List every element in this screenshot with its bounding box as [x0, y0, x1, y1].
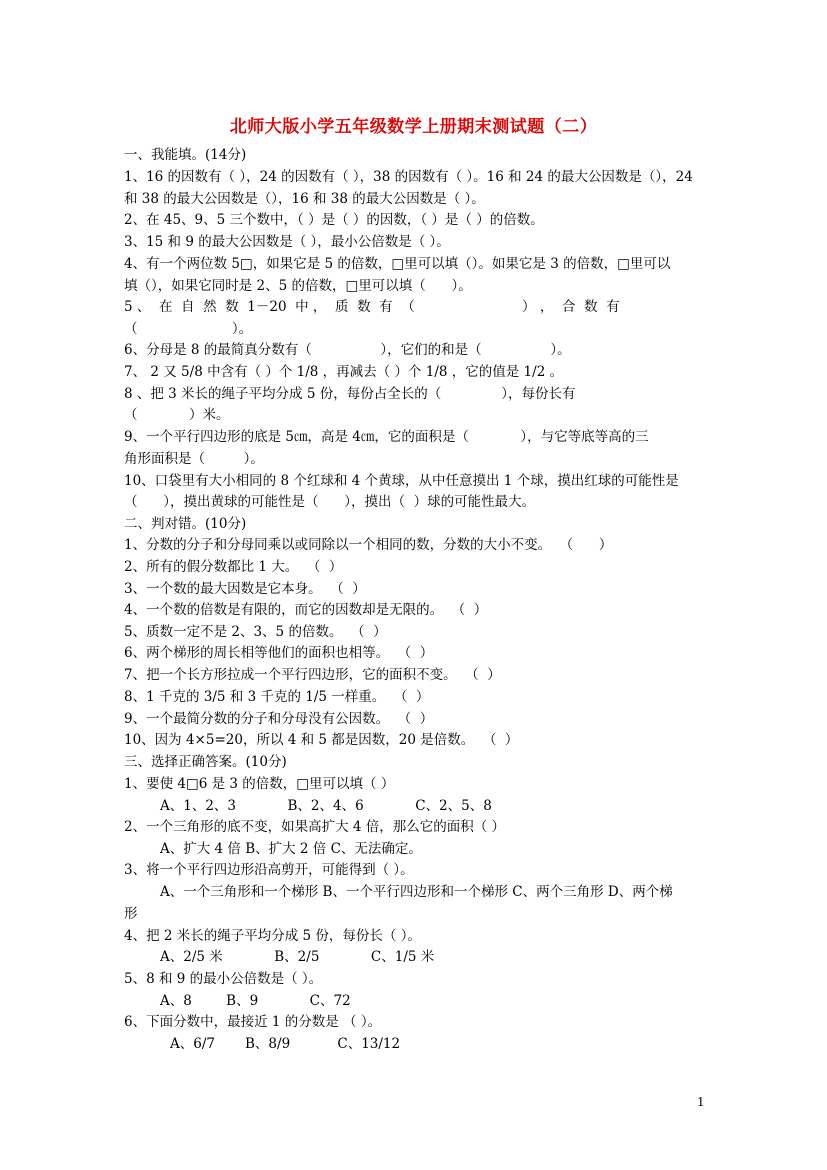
question-line: 1、16 的因数有（ ），24 的因数有（ ），38 的因数有（ ）。16 和 24 的最大公因数是（），24 — [124, 169, 693, 185]
answer-options: A、2/5 米 B、2/5 C、1/5 米 — [160, 949, 435, 965]
question-line: 4、把 2 米长的绳子平均分成 5 份，每份长（ ）。 — [124, 928, 421, 944]
question-line: 2、一个三角形的底不变，如果高扩大 4 倍，那么它的面积（ ） — [124, 819, 506, 835]
question-line: 3、一个数的最大因数是它本身。 （ ） — [124, 581, 366, 597]
question-line: 8 、把 3 米长的绳子平均分成 5 份，每份占全长的（ ），每份长有 — [124, 386, 576, 402]
answer-options-continued: 形 — [124, 906, 138, 922]
question-line: 9、一个最简分数的分子和分母没有公因数。 （ ） — [124, 711, 434, 727]
section-heading: 一、我能填。(14分) — [124, 147, 247, 163]
question-line: （ ），摸出黄球的可能性是（ ），摸出（ ）球的可能性最大。 — [124, 494, 536, 510]
answer-options: A、一个三角形和一个梯形 B、一个平行四边形和一个梯形 C、两个三角形 D、两个梯 — [160, 884, 673, 900]
question-line: 10、口袋里有大小相同的 8 个红球和 4 个黄球，从中任意摸出 1 个球，摸出红球的可能性是 — [124, 473, 679, 489]
question-line: 3、15 和 9 的最大公因数是（ ），最小公倍数是（ ）。 — [124, 234, 450, 250]
question-line: 5、质数一定不是 2、3、5 的倍数。 （ ） — [124, 624, 387, 640]
question-line: （ ）。 — [124, 321, 253, 337]
question-line: 9、一个平行四边形的底是 5㎝，高是 4㎝，它的面积是（ ），与它等底等高的三 — [124, 429, 649, 445]
answer-options: A、1、2、3 B、2、4、6 C、2、5、8 — [160, 798, 492, 814]
question-line: 7、把一个长方形拉成一个平行四边形，它的面积不变。 （ ） — [124, 667, 501, 683]
section-heading: 二、判对错。(10分) — [124, 516, 247, 532]
question-line: 1、要使 4□6 是 3 的倍数，□里可以填（ ） — [124, 776, 395, 792]
question-line: 2、所有的假分数都比 1 大。 （ ） — [124, 559, 343, 575]
question-line: 填（），如果它同时是 2、5 的倍数，□里可以填（ ）。 — [124, 278, 472, 294]
question-line: 8、1 千克的 3/5 和 3 千克的 1/5 一样重。 （ ） — [124, 689, 430, 705]
question-line: 4、有一个两位数 5□，如果它是 5 的倍数，□里可以填（）。如果它是 3 的倍数，□里可以 — [124, 256, 671, 272]
question-line: 6、下面分数中，最接近 1 的分数是 （ ）。 — [124, 1014, 382, 1030]
question-line: 3、将一个平行四边形沿高剪开，可能得到（ ）。 — [124, 862, 414, 878]
page-number: 1 — [697, 1095, 705, 1109]
question-line: 4、一个数的倍数是有限的，而它的因数却是无限的。 （ ） — [124, 602, 488, 618]
question-line: 角形面积是（ ）。 — [124, 451, 264, 467]
question-line: 5 、 在 自 然 数 1－20 中 ， 质 数 有 （ ） ， 合 数 有 — [124, 299, 620, 315]
question-line: 1、分数的分子和分母同乘以或同除以一个相同的数，分数的大小不变。 （ ） — [124, 537, 613, 553]
answer-options: A、扩大 4 倍 B、扩大 2 倍 C、无法确定。 — [160, 841, 422, 857]
question-line: （ ）米。 — [124, 407, 230, 423]
document-title: 北师大版小学五年级数学上册期末测试题（二） — [229, 117, 598, 137]
answer-options: A、6/7 B、8/9 C、13/12 — [170, 1036, 401, 1052]
question-line: 6、分母是 8 的最简真分数有（ ），它们的和是（ ）。 — [124, 342, 571, 358]
question-line: 和 38 的最大公因数是（），16 和 38 的最大公因数是（ ）。 — [124, 191, 485, 207]
section-heading: 三、选择正确答案。(10分) — [124, 754, 287, 770]
question-line: 2、在 45、9、5 三个数中，（ ）是（ ）的因数，（ ）是（ ）的倍数。 — [124, 212, 544, 228]
question-line: 6、两个梯形的周长相等他们的面积也相等。 （ ） — [124, 645, 434, 661]
question-line: 7、 2 又 5/8 中含有（ ）个 1/8 ，再减去（ ）个 1/8 ，它的值是 1/2 。 — [124, 364, 564, 380]
answer-options: A、8 B、9 C、72 — [160, 993, 351, 1009]
question-line: 5、8 和 9 的最小公倍数是（ ）。 — [124, 971, 323, 987]
question-line: 10、因为 4×5=20，所以 4 和 5 都是因数，20 是倍数。 （ ） — [124, 732, 519, 748]
